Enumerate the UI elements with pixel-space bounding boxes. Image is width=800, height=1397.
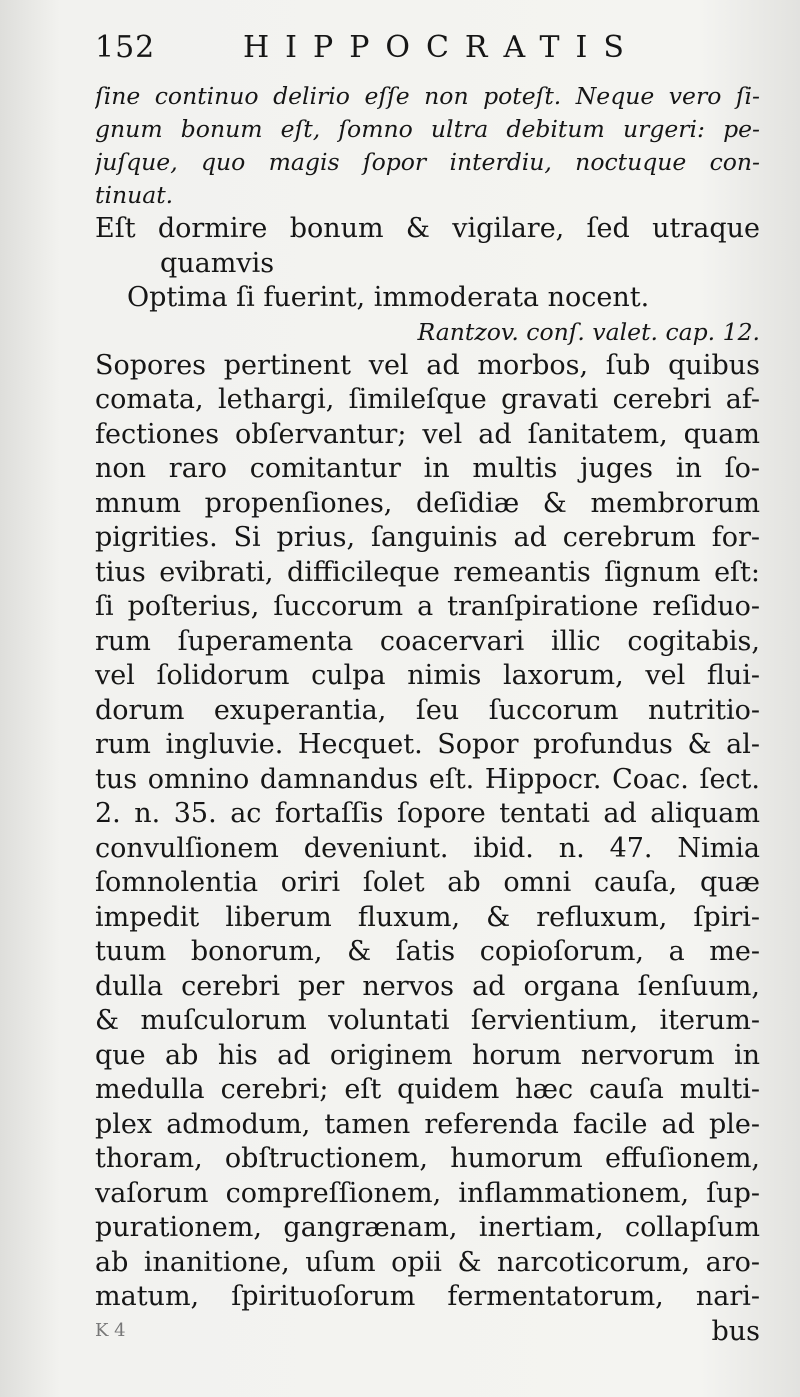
verse-line: Eſt dormire bonum & vigilare, ſed utraque bbox=[95, 213, 760, 244]
page-number: 152 bbox=[95, 30, 156, 65]
text-line: comata, lethargi, ſimileſque gravati cerebri af- bbox=[95, 384, 760, 415]
text-line: juſque, quo magis ſopor interdiu, noctuque con- bbox=[95, 148, 760, 176]
text-line: gnum bonum eſt, ſomno ultra debitum urgeri: pe- bbox=[95, 115, 760, 143]
text-line: ab inanitione, uſum opii & narcoticorum, aro- bbox=[95, 1246, 760, 1278]
verse-line: quamvis bbox=[160, 247, 275, 279]
text-line: mnum propenſiones, deſidiæ & membrorum bbox=[95, 487, 760, 519]
catchword: bus bbox=[711, 1315, 760, 1347]
text-line: pigrities. Si prius, ſanguinis ad cerebrum for- bbox=[95, 522, 760, 553]
text-line: que ab his ad originem horum nervorum in bbox=[95, 1039, 760, 1071]
text-line: rum ingluvie. Hecquet. Sopor profundus & al- bbox=[95, 729, 760, 760]
text-line: ſine continuo delirio eſſe non poteſt. Neque vero ſi- bbox=[95, 82, 760, 110]
signature-mark: K 4 bbox=[95, 1320, 126, 1341]
text-line: convulſionem deveniunt. ibid. n. 47. Nimia bbox=[95, 832, 760, 864]
text-line: & muſculorum voluntati ſervientium, iterum- bbox=[95, 1005, 760, 1036]
text-line: rum ſuperamenta coacervari illic cogitabis, bbox=[95, 625, 760, 657]
text-line: medulla cerebri; eſt quidem hæc cauſa multi- bbox=[95, 1074, 760, 1105]
body-text bbox=[95, 80, 760, 1349]
text-line: ſomnolentia oriri ſolet ab omni cauſa, quæ bbox=[95, 867, 760, 898]
text-line: fectiones obſervantur; vel ad ſanitatem, quam bbox=[95, 418, 760, 450]
text-line: ſi poſterius, ſuccorum a tranſpiratione reſiduo- bbox=[95, 591, 760, 622]
text-line: tius evibrati, difficileque remeantis ſignum eſt: bbox=[95, 556, 760, 588]
text-line: tuum bonorum, & ſatis copioſorum, a me- bbox=[95, 936, 760, 967]
text-line: vaſorum compreſſionem, inflammationem, ſup- bbox=[95, 1177, 760, 1209]
text-line: dorum exuperantia, ſeu ſuccorum nutritio- bbox=[95, 694, 760, 726]
text-line: tus omnino damnandus eſt. Hippocr. Coac. ſect. bbox=[95, 763, 760, 795]
text-line: plex admodum, tamen referenda facile ad ple- bbox=[95, 1108, 760, 1140]
page-header bbox=[95, 30, 755, 70]
text-line: vel ſolidorum culpa nimis laxorum, vel flui- bbox=[95, 660, 760, 691]
text-line: Sopores pertinent vel ad morbos, ſub quibus bbox=[95, 349, 760, 381]
text-line: dulla cerebri per nervos ad organa ſenſuum, bbox=[95, 970, 760, 1002]
text-line: purationem, gangrænam, inertiam, collapſum bbox=[95, 1212, 760, 1243]
citation: Rantzov. conſ. valet. cap. 12. bbox=[417, 317, 760, 346]
verse-line: Optima ſi fuerint, immoderata nocent. bbox=[127, 282, 650, 313]
running-head: HIPPOCRATIS bbox=[243, 30, 640, 65]
text-line: tinuat. bbox=[95, 181, 174, 209]
text-line: thoram, obſtructionem, humorum effuſionem, bbox=[95, 1143, 760, 1174]
text-line: non raro comitantur in multis juges in ſo- bbox=[95, 453, 760, 484]
text-line: impedit liberum fluxum, & refluxum, ſpiri- bbox=[95, 901, 760, 933]
text-line: matum, ſpirituoſorum fermentatorum, nari- bbox=[95, 1281, 760, 1312]
text-line: 2. n. 35. ac fortaſſis ſopore tentati ad aliquam bbox=[95, 798, 760, 829]
